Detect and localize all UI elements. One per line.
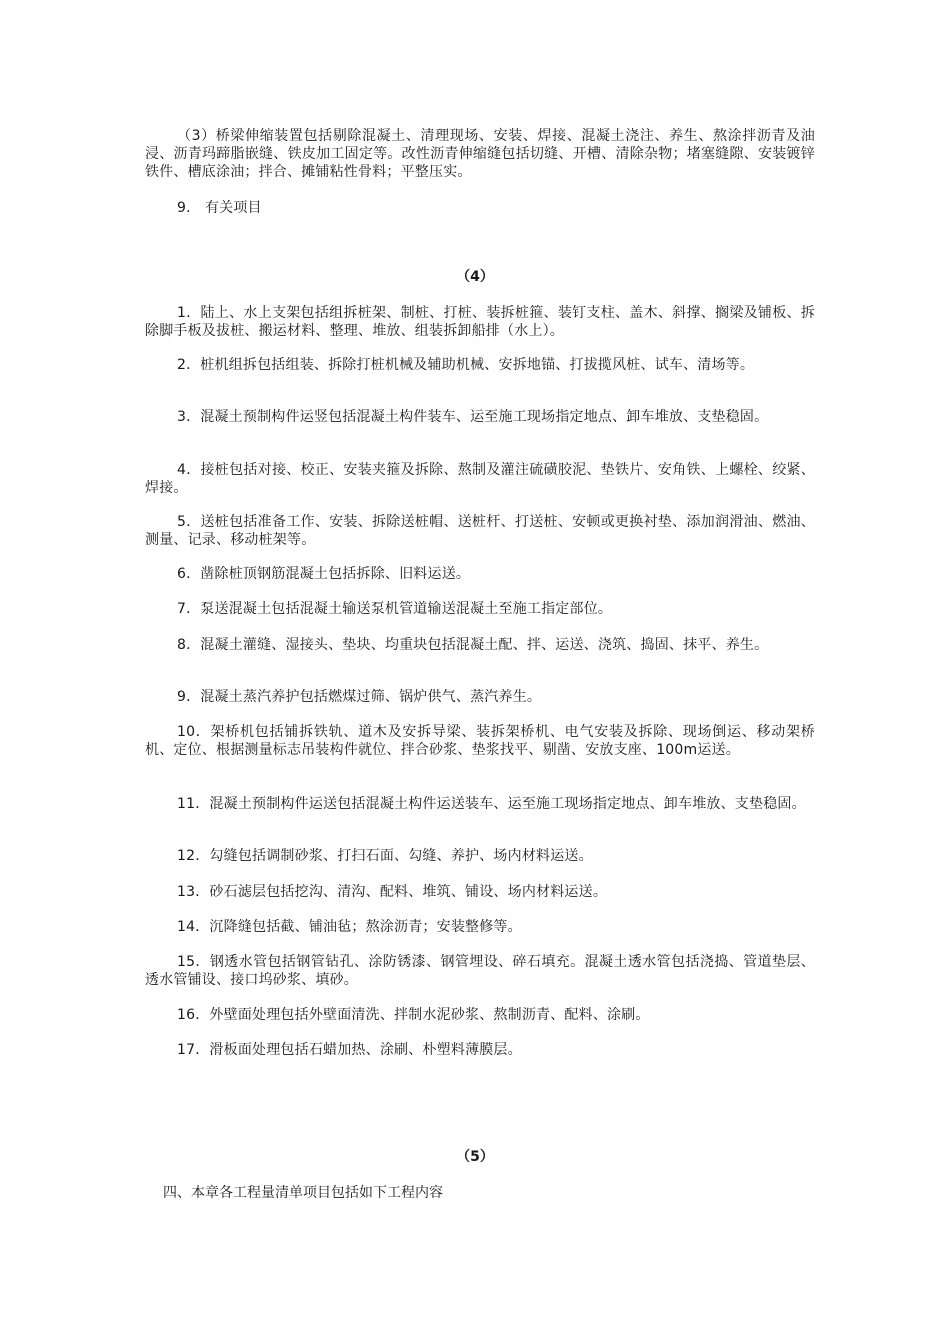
list-item-5: 5．送桩包括准备工作、安装、拆除送桩帽、送桩杆、打送桩、安顿或更换衬垫、添加润滑油、燃油、测量、记录、移动桩架等。 xyxy=(145,514,815,548)
list-item-12: 12．勾缝包括调制砂浆、打扫石面、勾缝、养护、场内材料运送。 xyxy=(177,848,593,864)
list-item-7: 7．泵送混凝土包括混凝土输送泵机管道输送混凝土至施工指定部位。 xyxy=(177,601,613,617)
list-item-15: 15．钢透水管包括钢管钻孔、涂防锈漆、钢管埋设、碎石填充。混凝土透水管包括浇捣、管道垫层、透水管铺设、接口坞砂浆、填砂。 xyxy=(145,954,815,988)
list-item-6: 6．凿除桩顶钢筋混凝土包括拆除、旧料运送。 xyxy=(177,566,471,582)
list-item-related-items: 9． 有关项目 xyxy=(177,200,262,216)
section-heading-5: （5） xyxy=(456,1149,494,1165)
list-item-13: 13．砂石滤层包括挖沟、清沟、配料、堆筑、铺设、场内材料运送。 xyxy=(177,884,608,900)
list-item-4: 4．接桩包括对接、校正、安装夹箍及拆除、熬制及灌注硫磺胶泥、垫铁片、安角铁、上螺栓、绞紧、焊接。 xyxy=(145,462,815,496)
list-item-2: 2．桩机组拆包括组装、拆除打桩机械及辅助机械、安拆地锚、打拔揽风桩、试车、清场等。 xyxy=(177,357,755,373)
paragraph-bridge-expansion-joint: （3）桥梁伸缩装置包括剔除混凝土、清理现场、安装、焊接、混凝土浇注、养生、熬涂拌沥青及油浸、沥青玛蹄脂嵌缝、铁皮加工固定等。改性沥青伸缩缝包括切缝、开槽、清除杂物；堵塞缝隙、安装镀锌铁件、槽底涂油；拌合、摊铺粘性骨料；平整压实。 xyxy=(145,128,815,180)
list-item-10: 10．架桥机包括铺拆铁轨、道木及安拆导梁、装拆架桥机、电气安装及拆除、现场倒运、移动架桥机、定位、根据测量标志吊装构件就位、拌合砂浆、垫浆找平、剔凿、安放支座、100m运送。 xyxy=(145,724,815,758)
list-item-14: 14．沉降缝包括截、铺油毡；熬涂沥青；安装整修等。 xyxy=(177,919,522,935)
chapter-intro-line: 四、本章各工程量清单项目包括如下工程内容 xyxy=(163,1185,443,1201)
list-item-8: 8．混凝土灌缝、湿接头、垫块、均重块包括混凝土配、拌、运送、浇筑、捣固、抹平、养生。 xyxy=(177,637,769,653)
section-heading-4: （4） xyxy=(456,269,494,285)
list-item-17: 17．滑板面处理包括石蜡加热、涂刷、朴塑料薄膜层。 xyxy=(177,1042,522,1058)
list-item-1: 1．陆上、水上支架包括组拆桩架、制桩、打桩、装拆桩箍、装钉支柱、盖木、斜撑、搁梁及铺板、拆除脚手板及拔桩、搬运材料、整理、堆放、组装拆卸船排（水上）。 xyxy=(145,305,815,339)
list-item-16: 16．外壁面处理包括外壁面清洗、拌制水泥砂浆、熬制沥青、配料、涂刷。 xyxy=(177,1007,650,1023)
list-item-9: 9．混凝土蒸汽养护包括燃煤过筛、锅炉供气、蒸汽养生。 xyxy=(177,689,542,705)
list-item-11: 11．混凝土预制构件运送包括混凝土构件运送装车、运至施工现场指定地点、卸车堆放、支垫稳固。 xyxy=(177,796,806,812)
list-item-3: 3．混凝土预制构件运竖包括混凝土构件装车、运至施工现场指定地点、卸车堆放、支垫稳固。 xyxy=(177,409,769,425)
